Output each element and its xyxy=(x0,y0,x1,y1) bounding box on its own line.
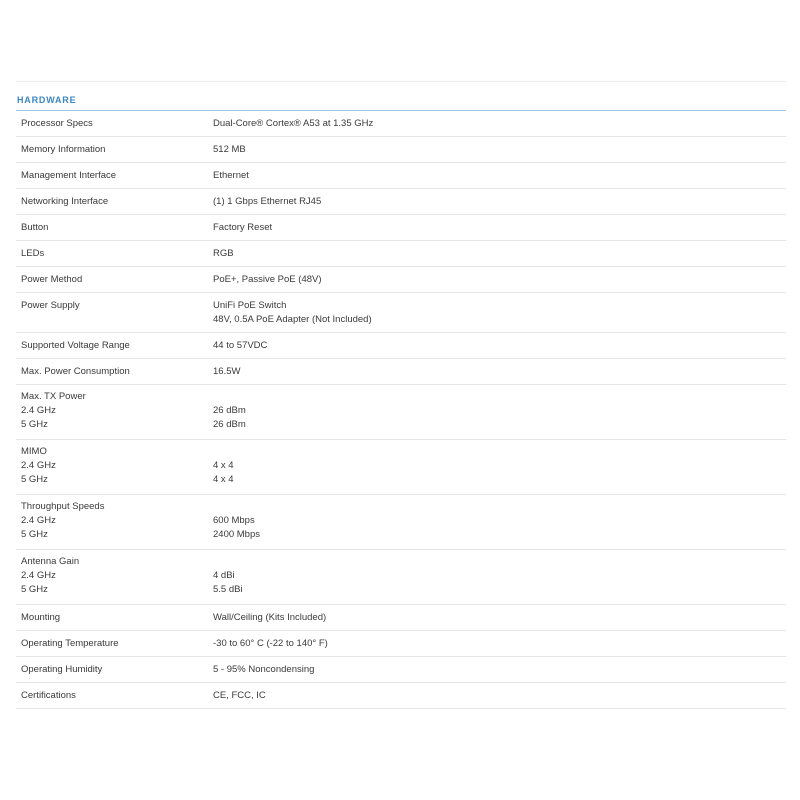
spec-value: (1) 1 Gbps Ethernet RJ45 xyxy=(213,196,322,207)
spec-sublabel: 5 GHz xyxy=(21,584,48,595)
spec-value: 16.5W xyxy=(213,366,241,377)
section-title: HARDWARE xyxy=(16,92,786,111)
spec-sublabel: 2.4 GHz xyxy=(21,460,56,471)
spec-label: Antenna Gain xyxy=(21,556,80,567)
spec-label: Throughput Speeds xyxy=(21,501,105,512)
spec-row-networking-interface xyxy=(16,189,786,215)
spec-value: Dual-Core® Cortex® A53 at 1.35 GHz xyxy=(213,118,374,129)
spec-label-group xyxy=(16,390,213,439)
spec-value: PoE+, Passive PoE (48V) xyxy=(213,274,322,285)
spec-value: Factory Reset xyxy=(213,222,273,233)
spec-value: -30 to 60° C (-22 to 140° F) xyxy=(213,638,328,649)
spec-row-memory xyxy=(16,137,786,163)
spec-label-group xyxy=(16,500,213,549)
spec-label: Max. Power Consumption xyxy=(21,366,130,377)
spec-value: 5 - 95% Noncondensing xyxy=(213,664,315,675)
spec-value: 512 MB xyxy=(213,144,246,155)
spec-label: Max. TX Power xyxy=(21,391,86,402)
spec-value: 26 dBm xyxy=(213,405,246,416)
spec-label-group xyxy=(16,445,213,494)
spec-row-mounting xyxy=(16,605,786,631)
spec-value-group xyxy=(213,390,786,439)
spec-sublabel: 2.4 GHz xyxy=(21,405,56,416)
spec-label: Button xyxy=(21,222,49,233)
spec-label: MIMO xyxy=(21,446,47,457)
spec-row-certifications xyxy=(16,683,786,709)
spec-row-antenna-gain xyxy=(16,550,786,605)
spec-label: Networking Interface xyxy=(21,196,109,207)
spec-value: Ethernet xyxy=(213,170,249,181)
spec-row-button xyxy=(16,215,786,241)
spec-row-operating-temperature xyxy=(16,631,786,657)
spec-sublabel: 5 GHz xyxy=(21,529,48,540)
spec-row-power-method xyxy=(16,267,786,293)
spec-row-mimo xyxy=(16,440,786,495)
spec-label: Mounting xyxy=(21,612,61,623)
spec-row-leds xyxy=(16,241,786,267)
top-divider xyxy=(16,81,786,82)
spec-value-group xyxy=(213,555,786,604)
spec-value: 44 to 57VDC xyxy=(213,340,268,351)
spec-row-max-power xyxy=(16,359,786,385)
spec-value: 26 dBm xyxy=(213,419,246,430)
spec-label: LEDs xyxy=(21,248,45,259)
spec-value: UniFi PoE Switch xyxy=(213,300,287,311)
spec-value: 4 x 4 xyxy=(213,460,234,471)
spec-label: Operating Humidity xyxy=(21,664,103,675)
spec-label: Power Method xyxy=(21,274,83,285)
spec-value-group xyxy=(213,299,786,332)
spec-label: Certifications xyxy=(21,690,76,701)
spec-value: 600 Mbps xyxy=(213,515,255,526)
spec-label: Processor Specs xyxy=(21,118,93,129)
spec-row-operating-humidity xyxy=(16,657,786,683)
spec-value: 5.5 dBi xyxy=(213,584,243,595)
spec-value-group xyxy=(213,500,786,549)
spec-label: Management Interface xyxy=(21,170,117,181)
spec-value: 48V, 0.5A PoE Adapter (Not Included) xyxy=(213,314,372,325)
spec-row-management-interface xyxy=(16,163,786,189)
spec-row-throughput xyxy=(16,495,786,550)
spec-row-max-tx-power xyxy=(16,385,786,440)
spec-label: Operating Temperature xyxy=(21,638,119,649)
spec-value: Wall/Ceiling (Kits Included) xyxy=(213,612,327,623)
hardware-spec-section xyxy=(16,92,786,709)
spec-label: Memory Information xyxy=(21,144,106,155)
spec-row-supported-voltage xyxy=(16,333,786,359)
spec-sublabel: 5 GHz xyxy=(21,419,48,430)
spec-value: 2400 Mbps xyxy=(213,529,261,540)
spec-table xyxy=(16,111,786,709)
spec-sublabel: 5 GHz xyxy=(21,474,48,485)
spec-value: CE, FCC, IC xyxy=(213,690,266,701)
spec-value: 4 x 4 xyxy=(213,474,234,485)
spec-sublabel: 2.4 GHz xyxy=(21,515,56,526)
spec-sublabel: 2.4 GHz xyxy=(21,570,56,581)
spec-value: RGB xyxy=(213,248,234,259)
spec-value-group xyxy=(213,445,786,494)
spec-row-processor xyxy=(16,111,786,137)
spec-row-power-supply xyxy=(16,293,786,333)
spec-value: 4 dBi xyxy=(213,570,235,581)
spec-label: Supported Voltage Range xyxy=(21,340,130,351)
spec-label-group xyxy=(16,555,213,604)
spec-label: Power Supply xyxy=(21,300,80,311)
